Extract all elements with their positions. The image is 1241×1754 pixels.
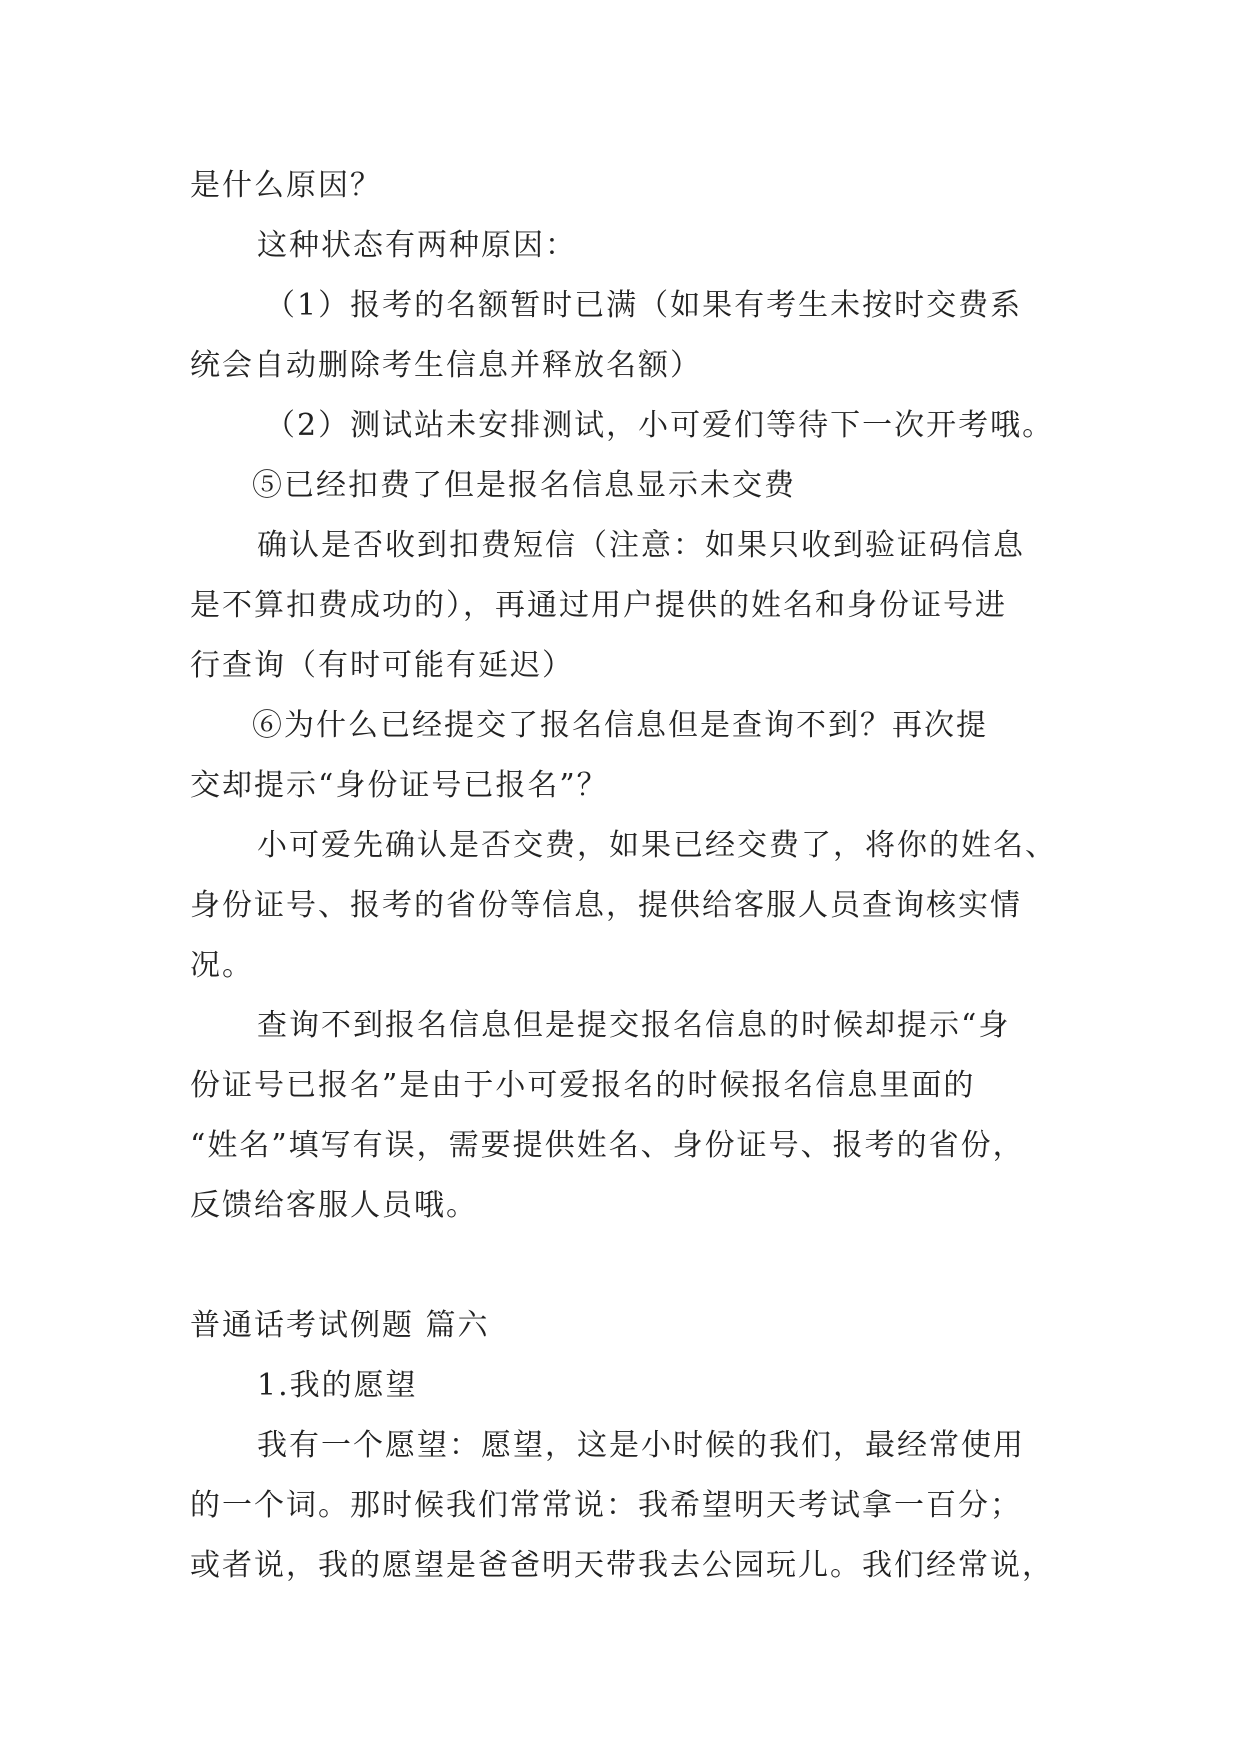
section-heading: ⑥为什么已经提交了报名信息但是查询不到？再次提 [252, 708, 988, 743]
paragraph-line: 这种状态有两种原因： [257, 228, 577, 263]
section-heading: 1.我的愿望 [257, 1368, 418, 1403]
section-heading: 交却提示“身份证号已报名”？ [190, 768, 609, 803]
paragraph-line: 小可爱先确认是否交费，如果已经交费了，将你的姓名、 [257, 828, 1057, 863]
paragraph-line: 的一个词。那时候我们常常说：我希望明天考试拿一百分； [190, 1488, 1022, 1523]
paragraph-line: 查询不到报名信息但是提交报名信息的时候却提示“身 [257, 1008, 1011, 1043]
paragraph-line: 确认是否收到扣费短信（注意：如果只收到验证码信息 [257, 528, 1025, 563]
article-title: 普通话考试例题 篇六 [190, 1308, 490, 1343]
list-item-line: （2）测试站未安排测试，小可爱们等待下一次开考哦。 [265, 408, 1055, 443]
list-item-line: （1）报考的名额暂时已满（如果有考生未按时交费系 [265, 288, 1023, 323]
paragraph-line: 身份证号、报考的省份等信息，提供给客服人员查询核实情 [190, 888, 1022, 923]
paragraph-line: 我有一个愿望：愿望，这是小时候的我们，最经常使用 [257, 1428, 1025, 1463]
paragraph-line: 是不算扣费成功的），再通过用户提供的姓名和身份证号进 [190, 588, 1007, 623]
paragraph-line: 行查询（有时可能有延迟） [190, 648, 574, 683]
paragraph-line: 是什么原因？ [190, 168, 382, 203]
paragraph-line: 况。 [190, 948, 254, 983]
paragraph-line: “姓名”填写有误，需要提供姓名、身份证号、报考的省份， [190, 1128, 1025, 1163]
section-heading: ⑤已经扣费了但是报名信息显示未交费 [252, 468, 796, 503]
paragraph-line: 统会自动删除考生信息并释放名额） [190, 348, 702, 383]
paragraph-line: 反馈给客服人员哦。 [190, 1188, 478, 1223]
paragraph-line: 或者说，我的愿望是爸爸明天带我去公园玩儿。我们经常说， [190, 1548, 1054, 1583]
paragraph-line: 份证号已报名”是由于小可爱报名的时候报名信息里面的 [190, 1068, 976, 1103]
